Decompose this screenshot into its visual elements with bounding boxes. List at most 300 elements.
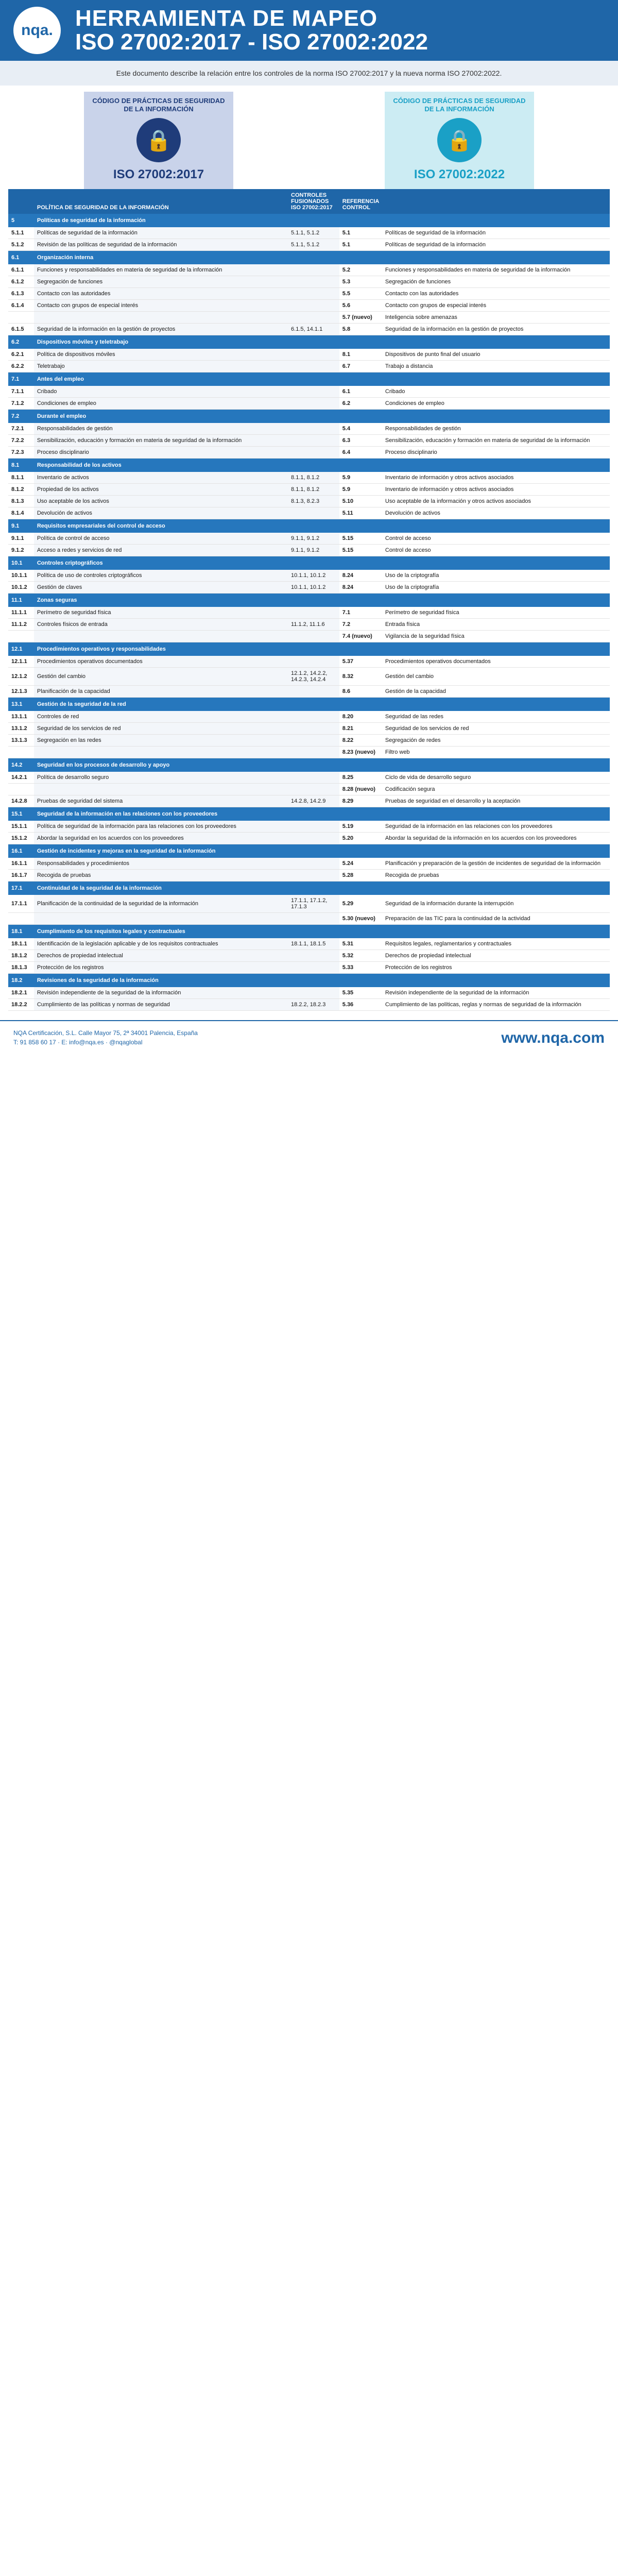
page-subtitle: ISO 27002:2017 - ISO 27002:2022 [75,29,428,55]
control-id: 13.1.3 [8,735,34,747]
table-row [8,784,610,795]
merged-controls: 18.1.1, 18.1.5 [288,938,339,950]
section-id: 16.1 [8,844,34,858]
control-ref-2022: 6.7 [339,361,382,372]
control-name-2022: Ciclo de vida de desarrollo seguro [382,772,610,784]
control-name-2022: Gestión del cambio [382,668,610,686]
control-ref-2022: 5.9 [339,484,382,496]
control-id: 7.2.3 [8,447,34,459]
table-row [8,582,610,594]
section-header-row [8,642,610,656]
section-title: Zonas seguras [34,594,610,607]
table-row [8,772,610,784]
merged-controls: 8.1.3, 8.2.3 [288,496,339,507]
control-id: 12.1.2 [8,668,34,686]
page-title: HERRAMIENTA DE MAPEO [75,5,378,31]
standards-row [0,86,618,189]
table-row [8,484,610,496]
control-id: 5.1.2 [8,239,34,251]
control-ref-2022: 8.6 [339,686,382,698]
control-name-2022: Políticas de seguridad de la información [382,239,610,251]
section-title: Durante el empleo [34,410,610,423]
control-name-2022: Políticas de seguridad de la información [382,227,610,239]
control-name-2022: Entrada física [382,619,610,631]
section-title: Dispositivos móviles y teletrabajo [34,335,610,349]
control-id: 6.1.2 [8,276,34,288]
control-id: 18.2.2 [8,999,34,1011]
control-ref-2022: 8.25 [339,772,382,784]
merged-controls [288,772,339,784]
control-ref-2022: 5.29 [339,895,382,913]
control-name-2022: Seguridad de la información en las relaciones con los proveedores [382,821,610,833]
control-name-2017: Política de seguridad de la información para las relaciones con los proveedores [34,821,288,833]
control-name-2022: Proceso disciplinario [382,447,610,459]
table-row [8,950,610,962]
table-row [8,962,610,974]
control-name-2022: Cumplimiento de las políticas, reglas y normas de seguridad de la información [382,999,610,1011]
intro-text: Este documento describe la relación entre los controles de la norma ISO 27002:2017 y la nueva norma ISO 27002:2022. [0,61,618,86]
control-ref-2022: 5.24 [339,858,382,870]
control-name-2017: Responsabilidades de gestión [34,423,288,435]
merged-controls [288,349,339,361]
control-ref-2022: 5.5 [339,288,382,300]
table-row [8,435,610,447]
merged-controls [288,987,339,999]
section-header-row [8,459,610,472]
merged-controls: 14.2.8, 14.2.9 [288,795,339,807]
section-id: 17.1 [8,882,34,895]
control-id: 18.1.1 [8,938,34,950]
merged-controls [288,300,339,312]
control-ref-2022: 5.35 [339,987,382,999]
merged-controls: 8.1.1, 8.1.2 [288,472,339,484]
control-name-2022: Requisitos legales, reglamentarios y contractuales [382,938,610,950]
section-header-row [8,974,610,988]
table-row [8,570,610,582]
control-ref-2022: 5.7 (nuevo) [339,312,382,324]
table-row [8,747,610,758]
merged-controls [288,711,339,723]
control-name-2017: Teletrabajo [34,361,288,372]
control-id: 10.1.2 [8,582,34,594]
control-ref-2022: 5.30 (nuevo) [339,913,382,925]
merged-controls: 17.1.1, 17.1.2, 17.1.3 [288,895,339,913]
control-id: 6.1.1 [8,264,34,276]
merged-controls: 5.1.1, 5.1.2 [288,227,339,239]
control-name-2022: Gestión de la capacidad [382,686,610,698]
table-row [8,858,610,870]
control-name-2017: Pruebas de seguridad del sistema [34,795,288,807]
table-row [8,619,610,631]
control-name-2017: Cribado [34,386,288,398]
control-id: 13.1.2 [8,723,34,735]
control-name-2017: Recogida de pruebas [34,870,288,882]
table-row [8,300,610,312]
col-ref: REFERENCIA CONTROL [339,189,382,214]
control-name-2022: Contacto con grupos de especial interés [382,300,610,312]
standard-name: ISO 27002:2017 [113,167,204,182]
merged-controls: 6.1.5, 14.1.1 [288,324,339,335]
control-name-2017: Uso aceptable de los activos [34,496,288,507]
control-name-2022: Seguridad de la información en la gestión de proyectos [382,324,610,335]
control-id: 7.1.2 [8,398,34,410]
control-ref-2022: 5.2 [339,264,382,276]
table-row [8,821,610,833]
control-ref-2022: 7.4 (nuevo) [339,631,382,642]
section-header-row [8,844,610,858]
control-ref-2022: 6.3 [339,435,382,447]
merged-controls [288,858,339,870]
control-name-2017: Gestión de claves [34,582,288,594]
control-name-2017: Seguridad de la información en la gestión de proyectos [34,324,288,335]
control-name-2017: Sensibilización, educación y formación en materia de seguridad de la información [34,435,288,447]
control-name-2022: Recogida de pruebas [382,870,610,882]
control-name-2017: Proceso disciplinario [34,447,288,459]
standard-name: ISO 27002:2022 [414,167,505,182]
section-id: 18.1 [8,925,34,939]
control-ref-2022: 5.20 [339,833,382,844]
section-title: Procedimientos operativos y responsabilidades [34,642,610,656]
control-name-2022: Filtro web [382,747,610,758]
merged-controls [288,950,339,962]
table-row [8,507,610,519]
control-name-2017: Derechos de propiedad intelectual [34,950,288,962]
merged-controls [288,507,339,519]
control-ref-2022: 5.15 [339,533,382,545]
control-name-2017: Planificación de la continuidad de la seguridad de la información [34,895,288,913]
merged-controls [288,913,339,925]
control-name-2017: Políticas de seguridad de la información [34,227,288,239]
control-name-2022: Cribado [382,386,610,398]
control-id: 6.2.2 [8,361,34,372]
control-id: 12.1.1 [8,656,34,668]
control-ref-2022: 8.23 (nuevo) [339,747,382,758]
control-name-2022: Segregación de funciones [382,276,610,288]
control-ref-2022: 8.1 [339,349,382,361]
control-id [8,312,34,324]
section-title: Gestión de la seguridad de la red [34,698,610,711]
table-row [8,686,610,698]
section-header-row [8,925,610,939]
table-row [8,423,610,435]
table-row [8,870,610,882]
section-title: Requisitos empresariales del control de acceso [34,519,610,533]
control-name-2022: Derechos de propiedad intelectual [382,950,610,962]
control-id: 14.2.1 [8,772,34,784]
table-row [8,324,610,335]
control-id: 7.2.1 [8,423,34,435]
control-name-2017: Contacto con grupos de especial interés [34,300,288,312]
control-ref-2022: 5.28 [339,870,382,882]
lock-monitor-icon: 🔒 [136,118,181,162]
section-id: 11.1 [8,594,34,607]
control-ref-2022: 5.15 [339,545,382,556]
merged-controls: 12.1.2, 14.2.2, 14.2.3, 14.2.4 [288,668,339,686]
control-ref-2022: 8.29 [339,795,382,807]
merged-controls [288,435,339,447]
control-name-2017: Segregación en las redes [34,735,288,747]
merged-controls [288,361,339,372]
control-name-2022: Pruebas de seguridad en el desarrollo y la aceptación [382,795,610,807]
col-new [382,189,610,214]
control-ref-2022: 8.28 (nuevo) [339,784,382,795]
merged-controls [288,735,339,747]
control-id: 11.1.2 [8,619,34,631]
merged-controls [288,288,339,300]
merged-controls: 9.1.1, 9.1.2 [288,545,339,556]
section-title: Gestión de incidentes y mejoras en la seguridad de la información [34,844,610,858]
merged-controls [288,386,339,398]
section-header-row [8,556,610,570]
table-row [8,735,610,747]
control-name-2022: Dispositivos de punto final del usuario [382,349,610,361]
table-row [8,398,610,410]
footer-website[interactable]: www.nqa.com [501,1029,605,1047]
control-name-2017: Protección de los registros [34,962,288,974]
control-id: 15.1.2 [8,833,34,844]
table-row [8,987,610,999]
control-id [8,784,34,795]
merged-controls [288,423,339,435]
table-row [8,833,610,844]
section-id: 6.1 [8,251,34,265]
control-id: 18.1.3 [8,962,34,974]
section-title: Organización interna [34,251,610,265]
table-row [8,533,610,545]
control-name-2022: Seguridad de la información durante la interrupción [382,895,610,913]
control-name-2017 [34,913,288,925]
control-name-2017: Abordar la seguridad en los acuerdos con los proveedores [34,833,288,844]
merged-controls [288,723,339,735]
control-name-2017: Controles de red [34,711,288,723]
merged-controls [288,962,339,974]
control-ref-2022: 8.32 [339,668,382,686]
section-title: Revisiones de la seguridad de la información [34,974,610,988]
merged-controls [288,264,339,276]
footer-address-block [13,1028,198,1047]
merged-controls [288,631,339,642]
control-name-2022: Uso aceptable de la información y otros activos asociados [382,496,610,507]
control-id: 8.1.3 [8,496,34,507]
section-header-row [8,335,610,349]
control-name-2017: Cumplimiento de las políticas y normas de seguridad [34,999,288,1011]
control-name-2022: Inteligencia sobre amenazas [382,312,610,324]
control-ref-2022: 5.10 [339,496,382,507]
section-title: Responsabilidad de los activos [34,459,610,472]
section-id: 15.1 [8,807,34,821]
control-ref-2022: 5.4 [339,423,382,435]
section-header-row [8,410,610,423]
section-id: 13.1 [8,698,34,711]
control-name-2017: Identificación de la legislación aplicable y de los requisitos contractuales [34,938,288,950]
control-name-2022: Condiciones de empleo [382,398,610,410]
standard-card-2022 [385,92,534,189]
control-ref-2022: 5.33 [339,962,382,974]
control-name-2017: Procedimientos operativos documentados [34,656,288,668]
section-header-row [8,251,610,265]
control-name-2017 [34,784,288,795]
table-row [8,227,610,239]
section-id: 10.1 [8,556,34,570]
section-id: 5 [8,214,34,227]
table-row [8,607,610,619]
col-name: POLÍTICA DE SEGURIDAD DE LA INFORMACIÓN [34,189,288,214]
control-name-2022: Vigilancia de la seguridad física [382,631,610,642]
control-ref-2022: 5.11 [339,507,382,519]
control-name-2022: Uso de la criptografía [382,570,610,582]
control-name-2022: Preparación de las TIC para la continuidad de la actividad [382,913,610,925]
control-id: 5.1.1 [8,227,34,239]
control-name-2017: Inventario de activos [34,472,288,484]
control-id: 8.1.2 [8,484,34,496]
merged-controls: 10.1.1, 10.1.2 [288,570,339,582]
table-row [8,447,610,459]
table-row [8,723,610,735]
page-footer [0,1020,618,1057]
merged-controls: 18.2.2, 18.2.3 [288,999,339,1011]
section-id: 14.2 [8,758,34,772]
section-title: Políticas de seguridad de la información [34,214,610,227]
control-name-2017: Perímetro de seguridad física [34,607,288,619]
table-row [8,361,610,372]
control-id: 17.1.1 [8,895,34,913]
control-name-2022: Inventario de información y otros activos asociados [382,484,610,496]
control-id: 18.2.1 [8,987,34,999]
section-title: Antes del empleo [34,372,610,386]
control-name-2017: Política de dispositivos móviles [34,349,288,361]
control-name-2022: Abordar la seguridad de la información en los acuerdos con los proveedores [382,833,610,844]
control-ref-2022: 7.1 [339,607,382,619]
control-name-2017: Política de control de acceso [34,533,288,545]
control-name-2017: Revisión independiente de la seguridad de la información [34,987,288,999]
control-name-2017: Política de desarrollo seguro [34,772,288,784]
control-name-2017: Política de uso de controles criptográficos [34,570,288,582]
control-id: 15.1.1 [8,821,34,833]
merged-controls [288,398,339,410]
control-name-2017: Propiedad de los activos [34,484,288,496]
table-row [8,668,610,686]
footer-contact: T: 91 858 60 17 · E: info@nqa.es · @nqaglobal [13,1039,143,1046]
section-header-row [8,519,610,533]
table-row [8,545,610,556]
control-ref-2022: 5.8 [339,324,382,335]
control-ref-2022: 5.36 [339,999,382,1011]
table-row [8,496,610,507]
section-header-row [8,882,610,895]
control-name-2017: Condiciones de empleo [34,398,288,410]
control-id [8,913,34,925]
control-id: 6.1.4 [8,300,34,312]
control-id: 12.1.3 [8,686,34,698]
control-ref-2022: 5.19 [339,821,382,833]
control-name-2017: Funciones y responsabilidades en materia de seguridad de la información [34,264,288,276]
control-id: 11.1.1 [8,607,34,619]
col-id [8,189,34,214]
section-id: 8.1 [8,459,34,472]
control-name-2017: Planificación de la capacidad [34,686,288,698]
control-name-2022: Funciones y responsabilidades en materia de seguridad de la información [382,264,610,276]
section-header-row [8,372,610,386]
merged-controls: 5.1.1, 5.1.2 [288,239,339,251]
standard-card-2017 [84,92,233,189]
page-header [0,0,618,61]
col-merged: CONTROLES FUSIONADOS ISO 27002:2017 [288,189,339,214]
control-ref-2022: 8.24 [339,582,382,594]
merged-controls [288,447,339,459]
table-row [8,239,610,251]
table-row [8,656,610,668]
control-id: 6.2.1 [8,349,34,361]
control-id: 10.1.1 [8,570,34,582]
nqa-logo: nqa. [13,7,61,54]
merged-controls [288,276,339,288]
control-id: 7.1.1 [8,386,34,398]
section-header-row [8,594,610,607]
control-name-2022: Devolución de activos [382,507,610,519]
control-ref-2022: 8.21 [339,723,382,735]
control-name-2017: Devolución de activos [34,507,288,519]
merged-controls [288,312,339,324]
table-row [8,288,610,300]
section-id: 12.1 [8,642,34,656]
table-row [8,276,610,288]
merged-controls [288,784,339,795]
section-header-row [8,214,610,227]
control-name-2017 [34,312,288,324]
control-ref-2022: 5.3 [339,276,382,288]
mapping-table [8,189,610,1011]
table-row [8,349,610,361]
merged-controls: 8.1.1, 8.1.2 [288,484,339,496]
table-row [8,386,610,398]
control-name-2022: Revisión independiente de la seguridad de la información [382,987,610,999]
section-title: Cumplimiento de los requisitos legales y contractuales [34,925,610,939]
control-id: 16.1.7 [8,870,34,882]
control-id: 13.1.1 [8,711,34,723]
control-ref-2022: 5.1 [339,227,382,239]
control-name-2017: Contacto con las autoridades [34,288,288,300]
control-name-2022: Codificación segura [382,784,610,795]
merged-controls [288,656,339,668]
table-row [8,312,610,324]
control-id: 14.2.8 [8,795,34,807]
control-name-2022: Control de acceso [382,545,610,556]
control-id: 8.1.4 [8,507,34,519]
control-name-2017 [34,631,288,642]
control-ref-2022: 6.2 [339,398,382,410]
footer-address: NQA Certificación, S.L. Calle Mayor 75, 2ª 34001 Palencia, España [13,1029,198,1037]
control-name-2022: Protección de los registros [382,962,610,974]
section-id: 9.1 [8,519,34,533]
section-title: Controles criptográficos [34,556,610,570]
section-title: Continuidad de la seguridad de la información [34,882,610,895]
table-row [8,913,610,925]
section-id: 6.2 [8,335,34,349]
table-row [8,795,610,807]
control-id: 6.1.3 [8,288,34,300]
standard-caption: CÓDIGO DE PRÁCTICAS DE SEGURIDAD DE LA INFORMACIÓN [92,97,225,113]
control-name-2017: Controles físicos de entrada [34,619,288,631]
control-id: 9.1.1 [8,533,34,545]
control-ref-2022: 7.2 [339,619,382,631]
table-row [8,938,610,950]
section-header-row [8,807,610,821]
control-name-2022: Seguridad de las redes [382,711,610,723]
control-id: 18.1.2 [8,950,34,962]
section-title: Seguridad en los procesos de desarrollo y apoyo [34,758,610,772]
table-row [8,264,610,276]
section-header-row [8,698,610,711]
